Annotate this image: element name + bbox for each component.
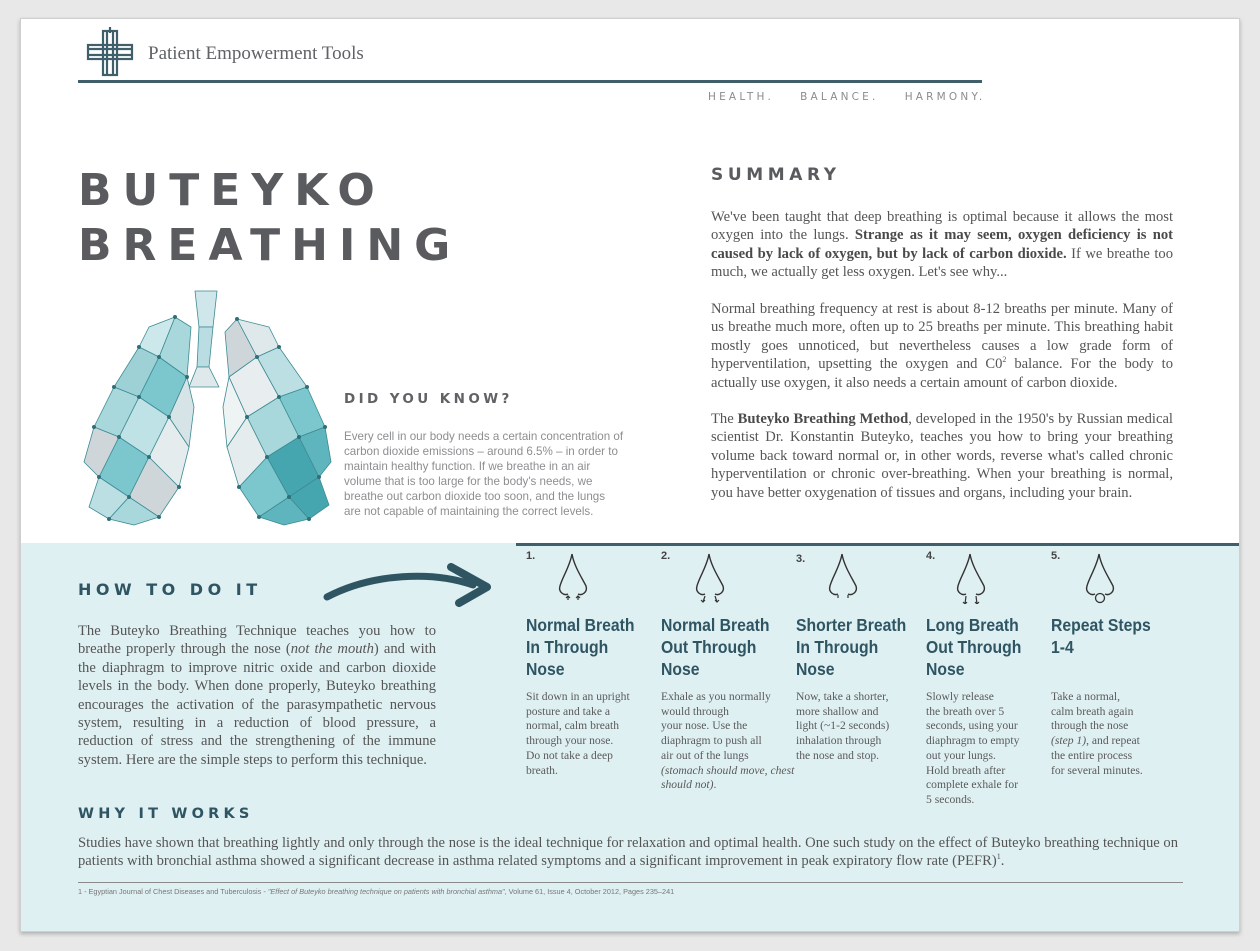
document-page	[20, 18, 1240, 932]
why-it-works-text: Studies have shown that breathing lightly and only through the nose is the ideal technique for relaxation and optimal health. One such study on the effect of Buteyko breathing technique on patients with bronchial asthma showed a significant decrease in asthma related symptoms and a significant improvement in peak expiratory flow rate (PEFR)$^1$.	[78, 835, 1178, 870]
did-you-know-heading: DID YOU KNOW?	[344, 391, 513, 407]
page-title-line-2: BREATHING	[78, 220, 462, 271]
step-title: Normal Breath Out Through Nose	[661, 615, 770, 680]
how-to-text: The Buteyko Breathing Technique teaches you how to breathe properly through the nose (not the mouth) and with the diaphragm to improve nitric oxide and carbon dioxide levels in the body. When done properly, Buteyko breathing encourages the activation of the parasympathetic nervous system, resulting in a reduction of blood pressure, a reduction of stress and the strengthening of the immune system. Here are the simple steps to perform this technique.	[78, 623, 436, 768]
footnote: 1 - Egyptian Journal of Chest Diseases and Tuberculosis - "Effect of Buteyko breathing technique on patients with bronchial asthma", Volume 61, Issue 4, October 2012, Pages 235–241	[78, 887, 675, 896]
step-title: Repeat Steps 1-4	[1051, 615, 1151, 658]
step-title: Normal Breath In Through Nose	[526, 615, 635, 680]
step-description: Slowly release the breath over 5 seconds, using your diaphragm to empty out your lungs. Hold breath after complete exhale for 5 seconds.	[926, 690, 1020, 806]
how-to-heading: HOW TO DO IT	[78, 580, 262, 599]
step-title: Long Breath Out Through Nose	[926, 615, 1022, 680]
nose-short-inhale-icon	[824, 552, 864, 604]
step-number: 2.	[661, 550, 671, 562]
step-description: Exhale as you normally would through your nose. Use the diaphragm to push all air out of the lungs (stomach should move, chest should not).	[661, 690, 795, 792]
nose-repeat-icon	[1081, 552, 1121, 604]
step-number: 4.	[926, 550, 936, 562]
summary-paragraph-2: Normal breathing frequency at rest is about 8-12 breaths per minute. Many of us breathe much more, often up to 25 breaths per minute. This breathing habit mostly goes unnoticed, but nevertheless causes a low grade form of hyperventilation, upsetting the oxygen and $C0^2$ balance. For the body to actually use oxygen, it also needs a certain amount of carbon dioxide.	[711, 301, 1173, 391]
header-divider	[78, 80, 982, 83]
footnote-divider	[78, 882, 1183, 883]
step-description: Sit down in an upright posture and take a normal, calm breath through your nose. Do not take a deep breath.	[526, 690, 630, 777]
brand-name: Patient Empowerment Tools	[148, 43, 364, 64]
step-number: 5.	[1051, 550, 1061, 562]
page-title-line-1: BUTEYKO	[78, 165, 386, 216]
summary-heading: SUMMARY	[711, 165, 841, 185]
nose-inhale-icon	[554, 552, 594, 604]
summary-paragraph-3: The Buteyko Breathing Method, developed in the 1950's by Russian medical scientist Dr. Konstantin Buteyko, teaches you how to bring your breathing volume back toward normal or, in other words, reverse what's called chronic hyperventilation or chronic over-breathing. When your breathing is normal, you have better oxygenation of tissues and organs, including your brain.	[711, 411, 1173, 501]
curved-arrow-right-icon	[323, 563, 491, 607]
steps-divider	[516, 543, 1239, 546]
step-description: Take a normal, calm breath again through the nose (step 1), and repeat the entire process for several minutes.	[1051, 690, 1143, 777]
step-title: Shorter Breath In Through Nose	[796, 615, 907, 680]
lungs-low-poly-icon	[79, 287, 339, 529]
nose-exhale-icon	[691, 552, 731, 604]
medical-cross-icon	[85, 27, 135, 79]
tagline: HEALTH. BALANCE. HARMONY.	[708, 91, 986, 103]
summary-paragraph-1: We've been taught that deep breathing is optimal because it allows the most oxygen into the lungs. Strange as it may seem, oxygen deficiency is not caused by lack of oxygen, but by lack of carbon dioxide. If we breathe too much, we actually get less oxygen. Let's see why...	[711, 209, 1173, 281]
step-description: Now, take a shorter, more shallow and light (~1-2 seconds) inhalation through the nose and stop.	[796, 690, 890, 762]
nose-long-exhale-icon	[952, 552, 992, 604]
did-you-know-text: Every cell in our body needs a certain concentration of carbon dioxide emissions – around 6.5% – in order to maintain healthy function. If we breathe in an air volume that is too large for the body's needs, we breathe out carbon dioxide too soon, and the lungs are not capable of maintaining the correct levels.	[344, 430, 624, 518]
step-number: 3.	[796, 553, 806, 565]
why-it-works-heading: WHY IT WORKS	[78, 806, 254, 822]
step-number: 1.	[526, 550, 536, 562]
